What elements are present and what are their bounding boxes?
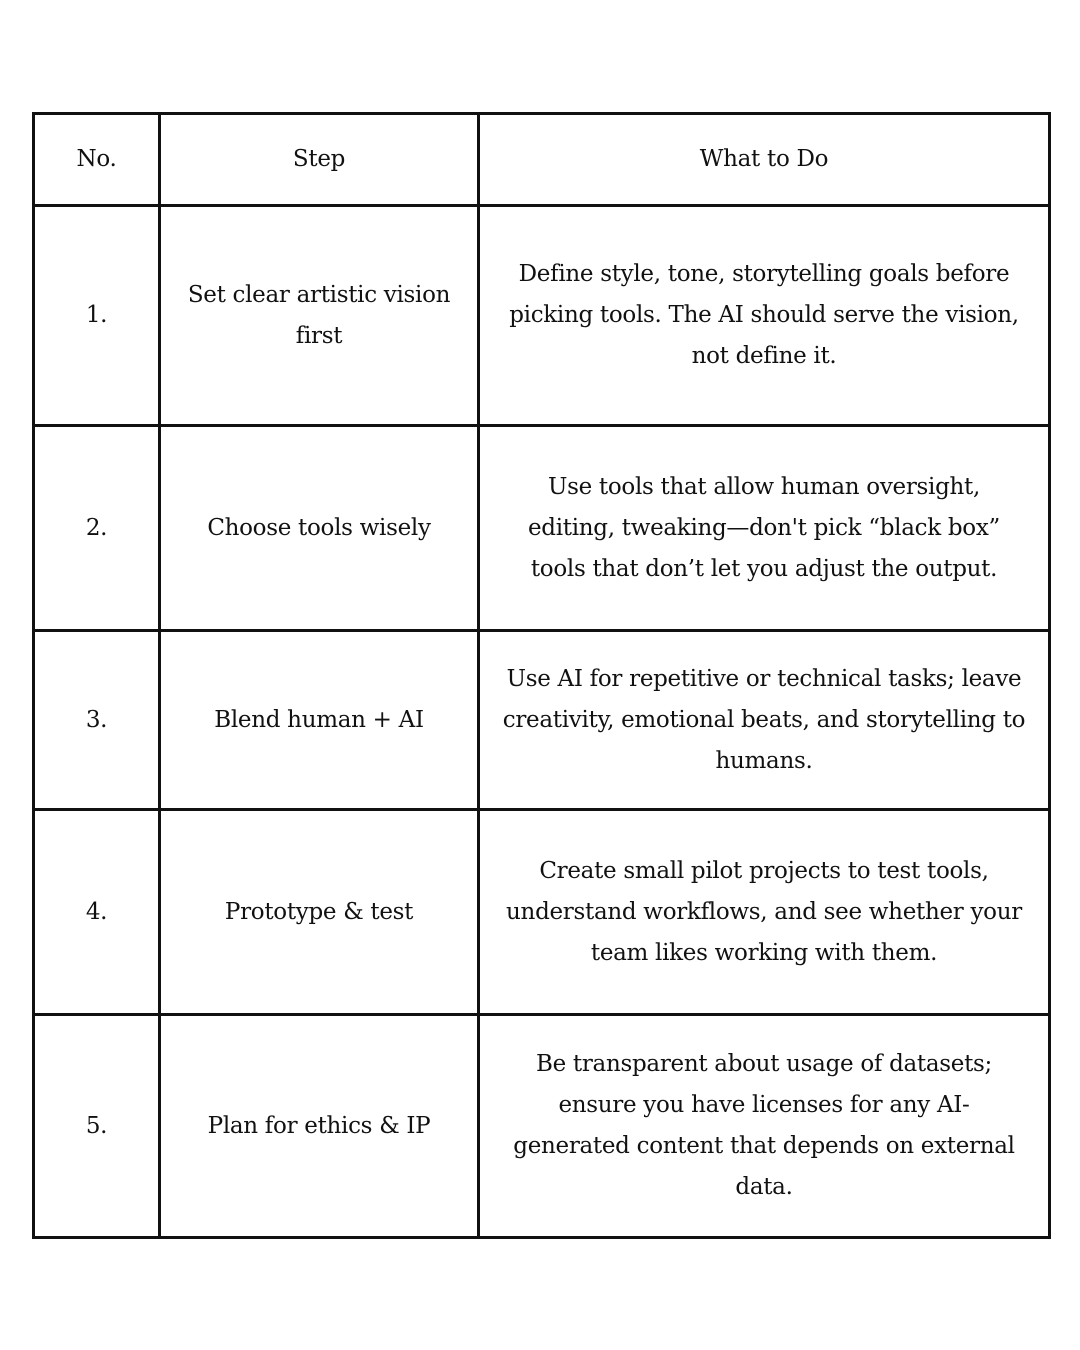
row-number: 2. <box>34 426 160 631</box>
row-number: 3. <box>34 631 160 810</box>
row-step: Blend human + AI <box>160 631 479 810</box>
row-number: 4. <box>34 810 160 1015</box>
row-what-to-do: Define style, tone, storytelling goals before picking tools. The AI should serve the vision, not define it. <box>479 206 1050 426</box>
row-step: Choose tools wisely <box>160 426 479 631</box>
header-what-to-do: What to Do <box>479 114 1050 206</box>
row-what-to-do: Use tools that allow human oversight, editing, tweaking—don't pick “black box” tools that don’t let you adjust the output. <box>479 426 1050 631</box>
table-row <box>34 426 1050 631</box>
header-no: No. <box>34 114 160 206</box>
row-number: 1. <box>34 206 160 426</box>
table-row <box>34 206 1050 426</box>
row-step: Prototype & test <box>160 810 479 1015</box>
table-row <box>34 810 1050 1015</box>
row-step: Set clear artistic vision first <box>160 206 479 426</box>
table-row <box>34 1015 1050 1238</box>
row-what-to-do: Create small pilot projects to test tools, understand workflows, and see whether your team likes working with them. <box>479 810 1050 1015</box>
row-what-to-do: Be transparent about usage of datasets; ensure you have licenses for any AI-generated content that depends on external data. <box>479 1015 1050 1238</box>
steps-table <box>32 112 1051 1239</box>
row-step: Plan for ethics & IP <box>160 1015 479 1238</box>
header-row <box>34 114 1050 206</box>
row-number: 5. <box>34 1015 160 1238</box>
table-row <box>34 631 1050 810</box>
header-step: Step <box>160 114 479 206</box>
row-what-to-do: Use AI for repetitive or technical tasks; leave creativity, emotional beats, and storytelling to humans. <box>479 631 1050 810</box>
